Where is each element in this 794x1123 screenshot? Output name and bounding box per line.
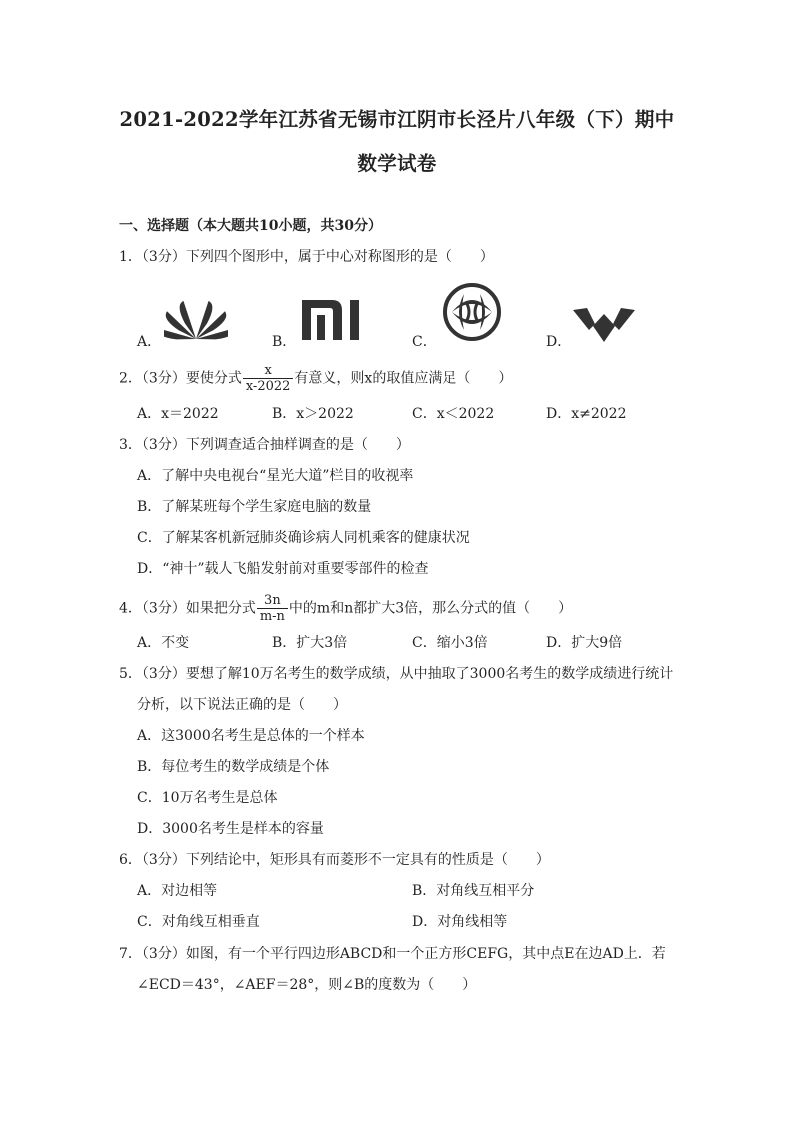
q2-fraction	[243, 363, 294, 394]
q4-option-d: D．扩大9倍	[546, 635, 623, 651]
q2-option-d: D．x≠2022	[546, 406, 627, 422]
q6-option-a: A．对边相等	[137, 883, 218, 899]
q2-option-b: B．x＞2022	[272, 406, 354, 422]
q4-stem-pre: 4．（3分）如果把分式	[119, 600, 256, 617]
question-7-stem-line-2: ∠ECD＝43°，∠AEF＝28°，则∠B的度数为（ ）	[137, 977, 477, 993]
q4-fraction-denominator: m-n	[259, 609, 285, 624]
q2-option-c: C．x＜2022	[412, 406, 495, 422]
question-2-stem	[119, 363, 512, 394]
q3-option-c: C．了解某客机新冠肺炎确诊病人同机乘客的健康状况	[137, 530, 470, 546]
q1-option-b-label: B．	[272, 334, 297, 350]
huawei-logo-icon	[164, 293, 228, 341]
q4-option-a: A．不变	[137, 635, 190, 651]
q4-fraction-numerator: 3n	[257, 593, 288, 609]
mi-logo-icon	[302, 300, 364, 340]
q1-option-d-label: D．	[546, 334, 572, 350]
q1-option-a-label: A．	[137, 334, 162, 350]
question-4-stem	[119, 593, 572, 624]
section-heading: 一、选择题（本大题共10小题，共30分）	[119, 218, 382, 234]
question-1-stem: 1．（3分）下列四个图形中，属于中心对称图形的是（ ）	[119, 249, 494, 265]
q6-option-b: B．对角线互相平分	[412, 883, 535, 899]
q3-option-d: D．“神十”载人飞船发射前对重要零部件的检查	[137, 561, 429, 577]
question-3-stem: 3．（3分）下列调查适合抽样调查的是（ ）	[119, 437, 410, 453]
q1-option-c-label: C．	[412, 334, 437, 350]
title-line-2: 数学试卷	[357, 152, 437, 175]
q4-option-c: C．缩小3倍	[412, 635, 488, 651]
question-7-stem-line-1: 7．（3分）如图，有一个平行四边形ABCD和一个正方形CEFG，其中点E在边AD上．若	[119, 946, 666, 962]
question-6-stem: 6．（3分）下列结论中，矩形具有而菱形不一定具有的性质是（ ）	[119, 852, 550, 868]
question-5-stem-line-1: 5．（3分）要想了解10万名考生的数学成绩，从中抽取了3000名考生的数学成绩进行统计	[119, 666, 674, 682]
q3-option-b: B．了解某班每个学生家庭电脑的数量	[137, 499, 372, 515]
wuling-logo-icon	[573, 308, 635, 344]
q4-fraction	[257, 593, 288, 624]
q2-fraction-numerator: x	[243, 363, 294, 379]
question-5-stem-line-2: 分析，以下说法正确的是（ ）	[137, 697, 347, 713]
title-line-1: 2021-2022学年江苏省无锡市江阴市长泾片八年级（下）期中	[119, 108, 675, 131]
q4-stem-post: 中的m和n都扩大3倍，那么分式的值（ ）	[288, 600, 573, 617]
q2-fraction-denominator: x-2022	[245, 379, 291, 394]
q2-stem-pre: 2．（3分）要使分式	[119, 370, 242, 387]
q5-option-c: C．10万名考生是总体	[137, 790, 278, 806]
q5-option-b: B．每位考生的数学成绩是个体	[137, 759, 330, 775]
q5-option-a: A．这3000名考生是总体的一个样本	[137, 728, 365, 744]
q6-option-c: C．对角线互相垂直	[137, 914, 260, 930]
q4-option-b: B．扩大3倍	[272, 635, 348, 651]
q5-option-d: D．3000名考生是样本的容量	[137, 821, 324, 837]
q2-option-a: A．x＝2022	[137, 406, 219, 422]
dongfeng-logo-icon	[442, 282, 502, 342]
q6-option-d: D．对角线相等	[412, 914, 508, 930]
q3-option-a: A．了解中央电视台“星光大道”栏目的收视率	[137, 468, 414, 484]
q2-stem-post: 有意义，则x的取值应满足（ ）	[294, 370, 513, 387]
